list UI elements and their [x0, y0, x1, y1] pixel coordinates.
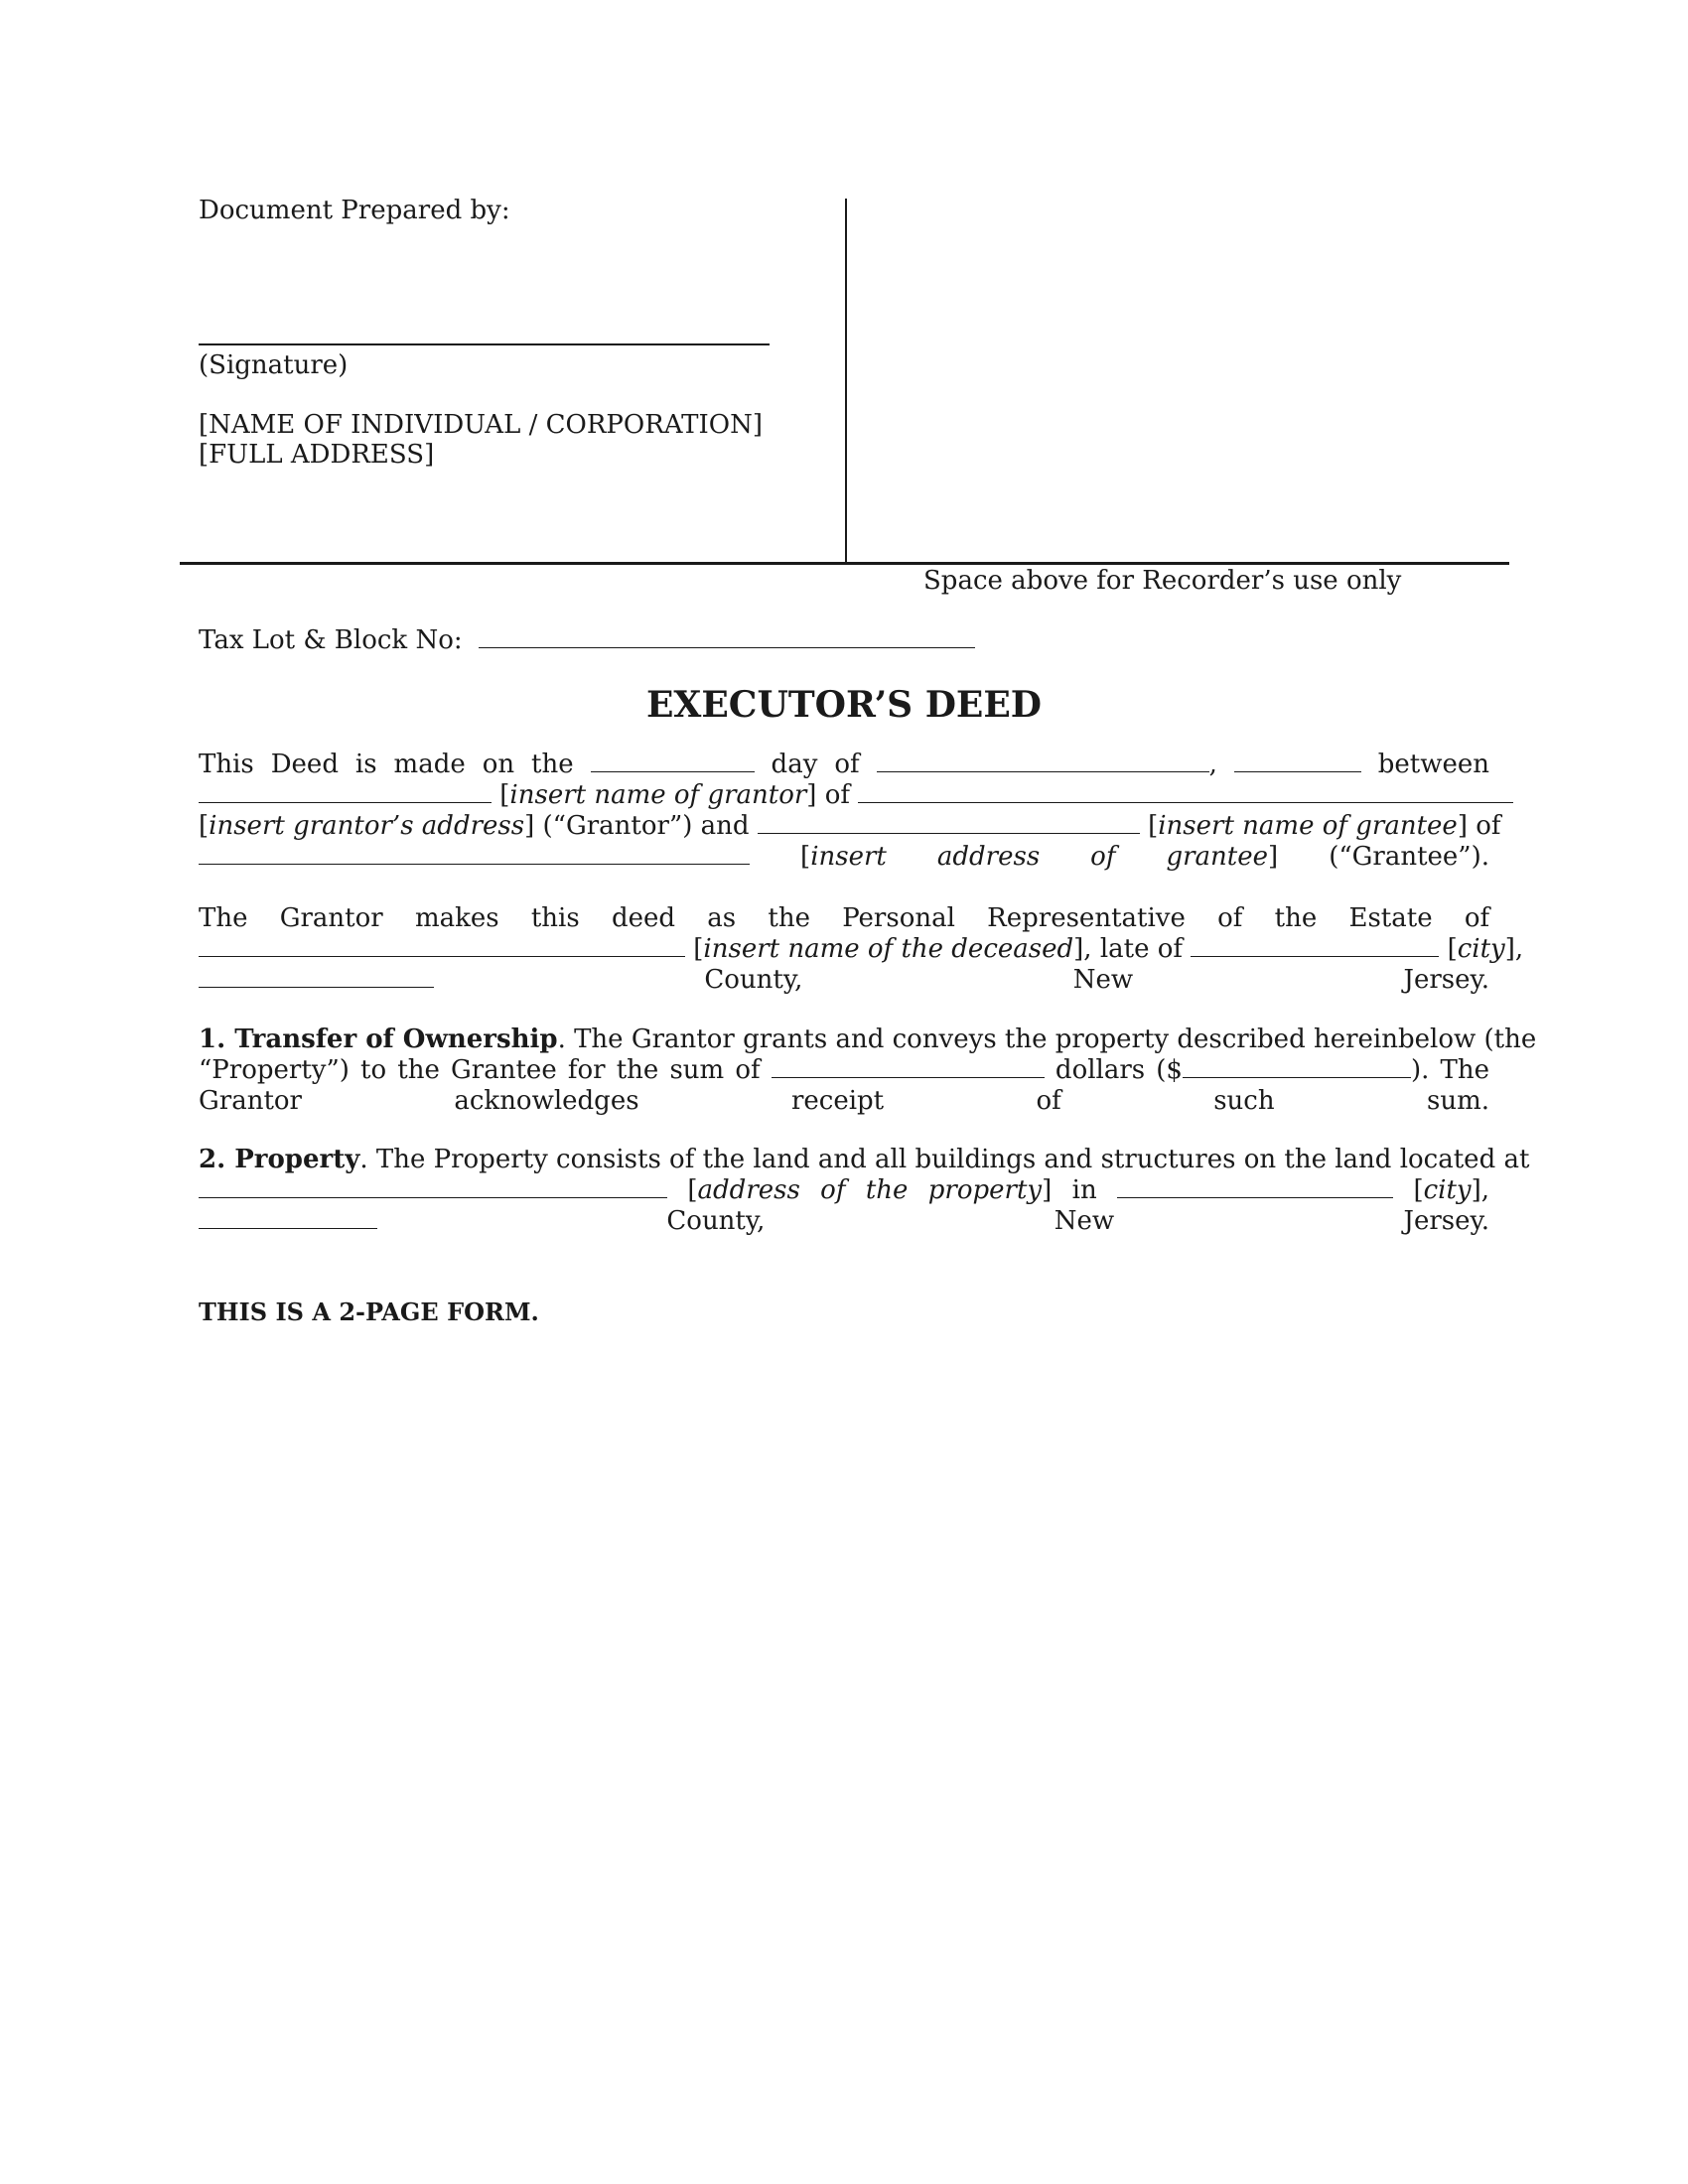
property-line-3: County, New Jersey. [199, 1206, 1489, 1237]
property-address-hint: address of the property [697, 1175, 1043, 1205]
intro-paragraph [199, 750, 1501, 873]
transfer-line-3: Grantor acknowledges receipt of such sum. [199, 1086, 1489, 1116]
estate-line-3: County, New Jersey. [199, 965, 1489, 996]
estate-line-2: [insert name of the deceased], late of [city], [199, 934, 1489, 965]
prepared-by-label: Document Prepared by: [199, 196, 510, 225]
property-address-blank[interactable] [199, 1175, 667, 1198]
intro-line-1: This Deed is made on the day of , between [199, 750, 1490, 779]
property-section [199, 1145, 1530, 1237]
property-line-1: 2. Property. The Property consists of the land and all buildings and structures on the land located at [199, 1145, 1530, 1174]
preparer-address-placeholder: [FULL ADDRESS] [199, 440, 435, 470]
date-year-blank[interactable] [1234, 750, 1361, 772]
grantor-address-blank[interactable] [858, 780, 1513, 803]
estate-line-1: The Grantor makes this deed as the Personal Representative of the Estate of [199, 903, 1490, 933]
header-horizontal-rule [180, 562, 1509, 565]
grantee-address-hint: insert address of grantee [810, 842, 1269, 872]
tax-lot-blank[interactable] [479, 625, 975, 648]
intro-line-3: [insert grantor’s address] (“Grantor”) and [insert name of grantee] of [199, 811, 1501, 841]
transfer-heading: 1. Transfer of Ownership [199, 1024, 558, 1054]
tax-lot-label: Tax Lot & Block No: [199, 625, 463, 655]
grantor-name-hint: insert name of grantor [509, 780, 807, 810]
property-county-blank[interactable] [199, 1206, 377, 1229]
price-words-blank[interactable] [772, 1055, 1045, 1078]
document-title: EXECUTOR’S DEED [645, 684, 1043, 726]
header-vertical-divider [845, 199, 847, 564]
transfer-line-2: “Property”) to the Grantee for the sum of dollars ($ ). The [199, 1055, 1490, 1085]
property-city-blank[interactable] [1117, 1175, 1393, 1198]
grantee-address-blank[interactable] [199, 842, 750, 865]
date-month-blank[interactable] [877, 750, 1209, 772]
intro-line-2: [insert name of grantor] of [199, 780, 1489, 811]
deceased-city-hint: city [1457, 934, 1505, 964]
property-city-hint: city [1423, 1175, 1472, 1205]
signature-label: (Signature) [199, 350, 349, 380]
recorder-note: Space above for Recorder’s use only [923, 566, 1402, 596]
tax-lot-field [199, 625, 975, 655]
deceased-name-hint: insert name of the deceased [703, 934, 1074, 964]
date-day-blank[interactable] [591, 750, 755, 772]
transfer-line-1: 1. Transfer of Ownership. The Grantor grants and conveys the property described hereinbelow (the [199, 1024, 1537, 1054]
grantee-name-blank[interactable] [758, 811, 1140, 834]
preparer-name-placeholder: [NAME OF INDIVIDUAL / CORPORATION] [199, 410, 763, 440]
form-length-note: THIS IS A 2-PAGE FORM. [199, 1297, 539, 1326]
deceased-county-blank[interactable] [199, 965, 434, 988]
property-heading: 2. Property [199, 1145, 360, 1174]
estate-paragraph [199, 903, 1524, 996]
grantor-address-hint: insert grantor’s address [209, 811, 525, 841]
deceased-city-blank[interactable] [1191, 934, 1439, 957]
price-amount-blank[interactable] [1183, 1055, 1411, 1078]
transfer-of-ownership-section [199, 1024, 1537, 1117]
deceased-name-blank[interactable] [199, 934, 685, 957]
intro-line-4: [insert address of grantee] (“Grantee”). [199, 842, 1489, 873]
signature-line[interactable] [199, 343, 770, 345]
property-line-2: [address of the property] in [city], [199, 1175, 1489, 1206]
grantee-name-hint: insert name of grantee [1158, 811, 1458, 841]
grantor-name-blank[interactable] [199, 780, 492, 803]
